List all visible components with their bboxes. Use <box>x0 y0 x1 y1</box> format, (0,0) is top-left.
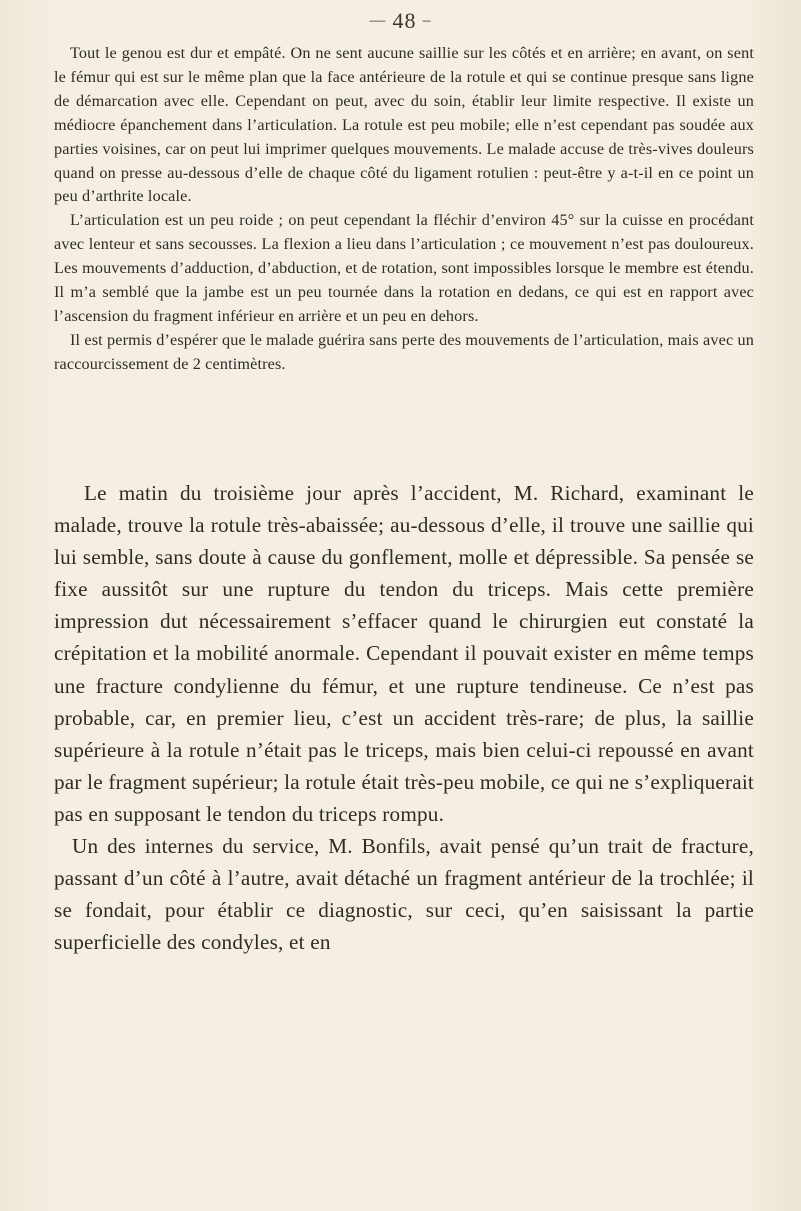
paragraph-bonfils-diagnosis: Un des internes du service, M. Bonfils, avait pensé qu’un trait de fracture, passant d’un côté à l’autre, avait détaché un fragment antérieur de la trochlée; il se fondait, pour établir ce diagnostic, sur ceci, qu’en saisissant la partie superficielle des condyles, et en <box>54 834 754 955</box>
paragraph-prognosis: Il est permis d’espérer que le malade guérira sans perte des mouvements de l’articulation, mais avec un raccourcissement de 2 centimètres. <box>54 330 754 373</box>
paragraph-third-day-examination: Le matin du troisième jour après l’accident, M. Richard, examinant le malade, trouve la rotule très-abaissée; au-dessous d’elle, il trouve une saillie qui lui semble, sans doute à cause du gonflement, molle et dépressible. Sa pensée se fixe aussitôt sur une rupture du tendon du triceps. Mais cette première impression dut nécessairement s’effacer quand le chirurgien eut constaté la crépitation et la mobilité anormale. Cependant il pouvait exister en même temps une fracture condylienne du fémur, et une rupture tendineuse. Ce n’est pas probable, car, en premier lieu, c’est un accident très-rare; de plus, la saillie supérieure à la rotule n’était pas le triceps, mais bien celui-ci repoussé en avant par le fragment supérieur; la rotule était très-peu mobile, ce qui ne s’expliquerait pas en supposant le tendon du triceps rompu. <box>54 481 754 826</box>
main-text-section <box>54 477 754 958</box>
page-number <box>0 8 801 34</box>
page-number-dash-right: – <box>422 12 432 29</box>
paragraph-articulation-mobility: L’articulation est un peu roide ; on peut cependant la fléchir d’environ 45° sur la cuisse en procédant avec lenteur et sans secousses. La flexion a lieu dans l’articulation ; ce mouvement n’est pas douloureux. Les mouvements d’adduction, d’abduction, et de rotation, sont impossibles lorsque le membre est étendu. Il m’a semblé que la jambe est un peu tournée dans la rotation en dedans, ce qui est en rapport avec l’ascension du fragment inférieur en arrière et un peu en dehors. <box>54 211 754 325</box>
page-number-dash-left: — <box>369 12 387 29</box>
small-print-section <box>54 42 754 377</box>
paragraph-knee-examination: Tout le genou est dur et empâté. On ne sent aucune saillie sur les côtés et en arrière; en avant, on sent le fémur qui est sur le même plan que la face antérieure de la rotule et qui se continue presque sans ligne de démarcation avec elle. Cependant on peut, avec du soin, établir leur limite respective. Il existe un médiocre épanchement dans l’articulation. La rotule est peu mobile; elle n’est cependant pas soudée aux parties voisines, car on peut lui imprimer quelques mouvements. Le malade accuse de très-vives douleurs quand on presse au-dessous d’elle de chaque côté du ligament rotulien : peut-être y a-t-il en ce point un peu d’arthrite locale. <box>54 44 754 206</box>
page-number-value: 48 <box>392 8 417 33</box>
